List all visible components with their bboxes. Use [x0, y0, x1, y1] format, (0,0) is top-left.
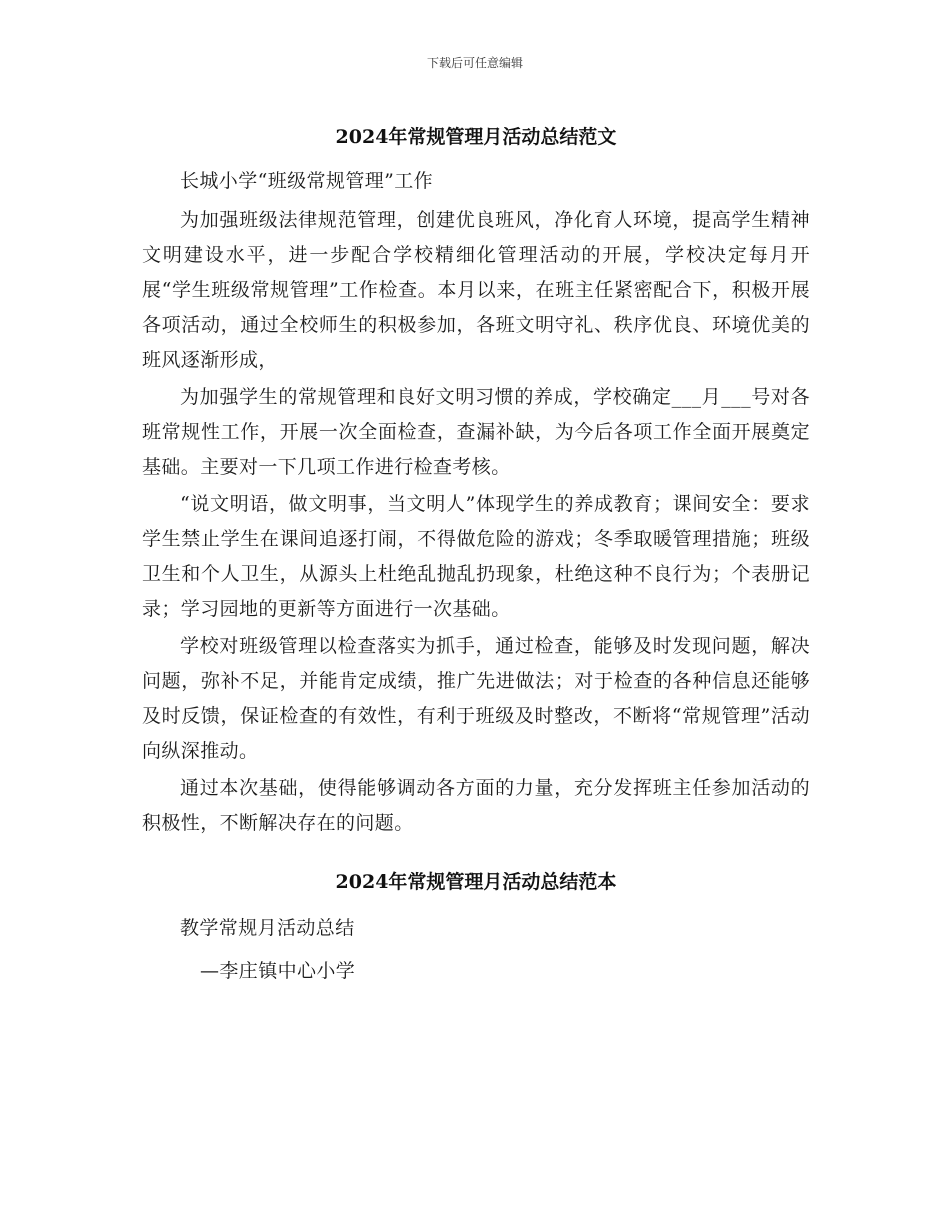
paragraph-4: 学校对班级管理以检查落实为抓手，通过检查，能够及时发现问题，解决问题，弥补不足，并能肯定成绩，推广先进做法；对于检查的各种信息还能够及时反馈，保证检查的有效性，有利于班级及时整改，不断将“常规管理”活动向纵深推动。	[142, 635, 810, 762]
section-subtitle: 长城小学“班级常规管理”工作	[180, 170, 434, 192]
document-title: 2024年常规管理月活动总结范文	[335, 126, 617, 148]
second-subtitle: 教学常规月活动总结	[180, 917, 355, 939]
paragraph-5: 通过本次基础，使得能够调动各方面的力量，充分发挥班主任参加活动的积极性，不断解决存在的问题。	[142, 777, 810, 834]
paragraph-1: 为加强班级法律规范管理，创建优良班风，净化育人环境，提高学生精神文明建设水平，进一步配合学校精细化管理活动的开展，学校决定每月开展“学生班级常规管理”工作检查。本月以来，在班主任紧密配合下，积极开展各项活动，通过全校师生的积极参加，各班文明守礼、秩序优良、环境优美的班风逐渐形成，	[142, 209, 810, 371]
second-title: 2024年常规管理月活动总结范本	[335, 871, 617, 893]
attribution: —李庄镇中心小学	[200, 960, 356, 982]
document-body	[142, 118, 810, 989]
paragraph-2: 为加强学生的常规管理和良好文明习惯的养成，学校确定___月___号对各班常规性工作，开展一次全面检查，查漏补缺，为今后各项工作全面开展奠定基础。主要对一下几项工作进行检查考核。	[142, 386, 810, 478]
paragraph-3: “说文明语，做文明事，当文明人”体现学生的养成教育；课间安全：要求学生禁止学生在课间追逐打闹，不得做危险的游戏；冬季取暖管理措施；班级卫生和个人卫生，从源头上杜绝乱抛乱扔现象，杜绝这种不良行为；个表册记录；学习园地的更新等方面进行一次基础。	[142, 493, 810, 620]
header-note: 下载后可任意编辑	[426, 56, 523, 70]
